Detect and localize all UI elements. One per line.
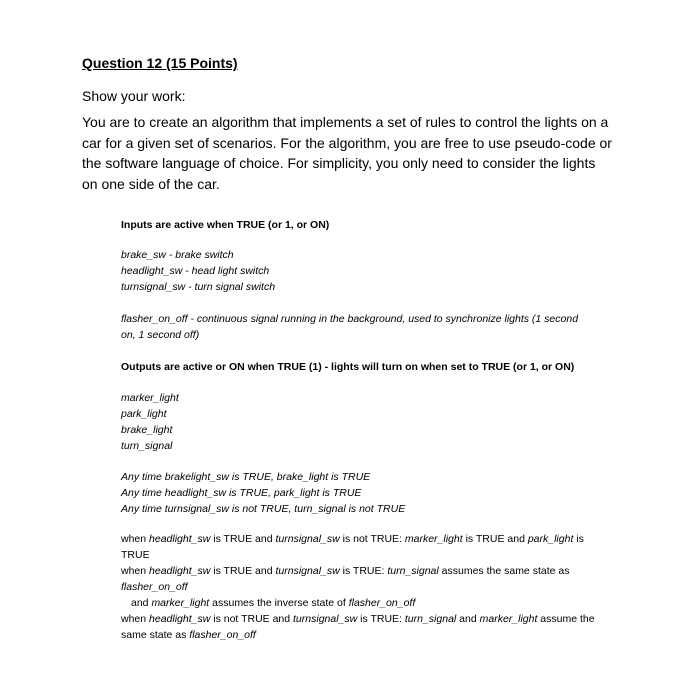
output-item: turn_signal (121, 440, 173, 452)
inputs-heading: Inputs are active when TRUE (or 1, or ON) (121, 219, 330, 231)
complex-rules (121, 531, 601, 643)
rule-headlight-off-turn-on: when headlight_sw is not TRUE and turnsignal_sw is TRUE: turn_signal and marker_light assume the same state as flasher_on_off (121, 613, 595, 641)
rule-line: Any time headlight_sw is TRUE, park_light is TRUE (121, 487, 362, 499)
output-item: brake_light (121, 424, 173, 436)
output-item: park_light (121, 408, 167, 420)
simple-rules (121, 469, 601, 517)
rule-line: Any time brakelight_sw is TRUE, brake_light is TRUE (121, 471, 371, 483)
rule-headlight-on-turn-off: when headlight_sw is TRUE and turnsignal_sw is not TRUE: marker_light is TRUE and park_light is TRUE (121, 533, 584, 561)
show-work-label: Show your work: (82, 88, 186, 104)
rule-headlight-on-turn-on: when headlight_sw is TRUE and turnsignal_sw is TRUE: turn_signal assumes the same state as flasher_on_off (121, 565, 570, 593)
question-title: Question 12 (15 Points) (82, 55, 238, 71)
question-intro: You are to create an algorithm that implements a set of rules to control the lights on a car for a given set of scenarios. For the algorithm, you are free to use pseudo-code or the software language of choice. For simplicity, you only need to consider the lights on one side of the car. (82, 114, 612, 192)
inputs-list (121, 247, 601, 295)
flasher-description: flasher_on_off - continuous signal running in the background, used to synchronize lights (1 second on, 1 second off) (121, 313, 579, 341)
output-item: marker_light (121, 392, 179, 404)
outputs-heading: Outputs are active or ON when TRUE (1) - lights will turn on when set to TRUE (or 1, or ON) (121, 361, 575, 373)
rule-line: Any time turnsignal_sw is not TRUE, turn_signal is not TRUE (121, 503, 406, 515)
rule-marker-inverse: and marker_light assumes the inverse state of flasher_on_off (131, 597, 416, 609)
input-item: brake_sw - brake switch (121, 249, 234, 261)
input-item: headlight_sw - head light switch (121, 265, 270, 277)
outputs-list (121, 390, 601, 454)
input-item: turnsignal_sw - turn signal switch (121, 281, 276, 293)
